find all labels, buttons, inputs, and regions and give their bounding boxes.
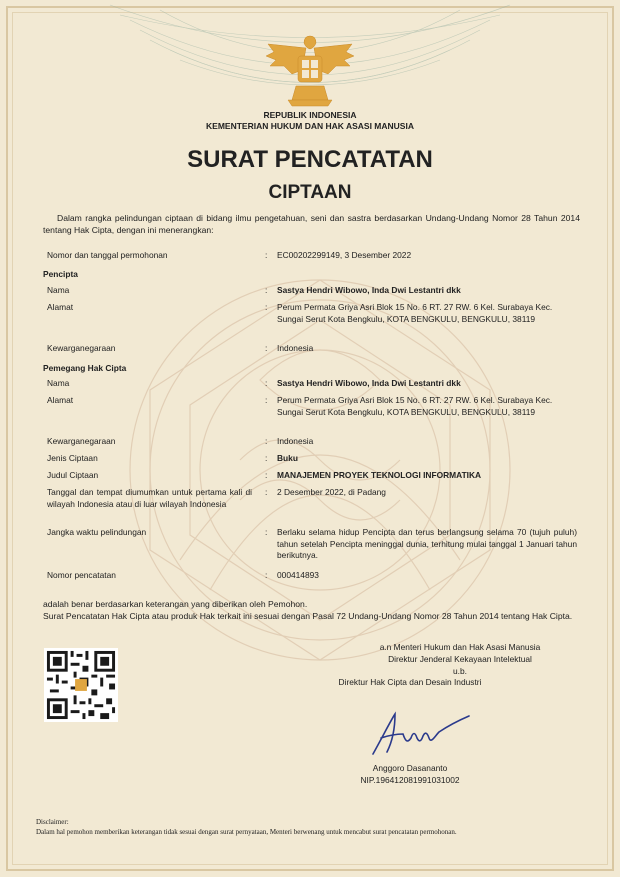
holder-heading: Pemegang Hak Cipta (43, 363, 127, 373)
creator-address: Perum Permata Griya Asri Blok 15 No. 6 RT. 27 RW. 6 Kel. Surabaya Kec. Sungai Serut Kota Bengkulu, KOTA BENGKULU, BENGKULU, 38119 (277, 302, 553, 324)
colon: : (265, 343, 268, 353)
colon: : (265, 378, 268, 388)
holder-nationality-label: Kewarganegaraan (47, 436, 116, 446)
signatory-name: Anggoro Dasananto (372, 763, 448, 773)
colon: : (265, 453, 268, 463)
holder-address: Perum Permata Griya Asri Blok 15 No. 6 RT. 27 RW. 6 Kel. Surabaya Kec. Sungai Serut Kota Bengkulu, KOTA BENGKULU, BENGKULU, 38119 (277, 395, 553, 417)
holder-nationality: Indonesia (277, 436, 314, 446)
work-type: Buku (277, 453, 298, 463)
term-value: Berlaku selama hidup Pencipta dan terus berlangsung selama 70 (tujuh puluh) tahun setelah Pencipta meninggal dunia, terhitung mulai tanggal 1 Januari tahun berikutnya. (277, 527, 577, 560)
signature-line-3: u.b. (453, 666, 467, 676)
colon: : (265, 395, 268, 405)
work-title-label: Judul Ciptaan (47, 470, 99, 480)
ministry-heading: KEMENTERIAN HUKUM DAN HAK ASASI MANUSIA (206, 121, 414, 131)
colon: : (265, 570, 268, 580)
document-subtitle: CIPTAAN (268, 182, 352, 203)
footer-line-1: adalah benar berdasarkan keterangan yang diberikan oleh Pemohon. (43, 599, 308, 609)
work-title: MANAJEMEN PROYEK TEKNOLOGI INFORMATIKA (277, 470, 482, 480)
garuda-emblem-icon (262, 30, 358, 110)
application-value: EC00202299149, 3 Desember 2022 (277, 250, 412, 260)
term-label: Jangka waktu pelindungan (47, 527, 147, 537)
creator-nationality: Indonesia (277, 343, 314, 353)
creator-heading: Pencipta (43, 269, 78, 279)
handwritten-signature (365, 706, 475, 762)
colon: : (265, 436, 268, 446)
record-value: 000414893 (277, 570, 319, 580)
publish-label: Tanggal dan tempat diumumkan untuk pertama kali di wilayah Indonesia atau di luar wilayah Indonesia (47, 487, 252, 509)
signature-line-4: Direktur Hak Cipta dan Desain Industri (338, 677, 482, 687)
colon: : (265, 487, 268, 497)
disclaimer-text: Dalam hal pemohon memberikan keterangan tidak sesuai dengan surat pernyataan, Menteri berwenang untuk mencabut surat pencatatan permohonan. (36, 828, 457, 836)
creator-name-label: Nama (47, 285, 70, 295)
signature-line-1: a.n Menteri Hukum dan Hak Asasi Manusia (379, 642, 541, 652)
colon: : (265, 302, 268, 312)
colon: : (265, 250, 268, 260)
signatory-nip: NIP.196412081991031002 (360, 775, 460, 785)
work-type-label: Jenis Ciptaan (47, 453, 98, 463)
footer-line-2: Surat Pencatatan Hak Cipta atau produk Hak terkait ini sesuai dengan Pasal 72 Undang-Undang Nomor 28 Tahun 2014 tentang Hak Cipta. (43, 611, 573, 621)
holder-name-label: Nama (47, 378, 70, 388)
creator-name: Sastya Hendri Wibowo, Inda Dwi Lestantri dkk (277, 285, 461, 295)
record-label: Nomor pencatatan (47, 570, 116, 580)
country-heading: REPUBLIK INDONESIA (263, 110, 357, 120)
intro-paragraph: Dalam rangka pelindungan ciptaan di bidang ilmu pengetahuan, seni dan sastra berdasarkan Undang-Undang Nomor 28 Tahun 2014 tentang Hak Cipta, dengan ini menerangkan: (43, 213, 580, 235)
holder-address-label: Alamat (47, 395, 74, 405)
creator-address-label: Alamat (47, 302, 74, 312)
holder-name: Sastya Hendri Wibowo, Inda Dwi Lestantri dkk (277, 378, 461, 388)
publish-value: 2 Desember 2022, di Padang (277, 487, 386, 497)
colon: : (265, 285, 268, 295)
document-title: SURAT PENCATATAN (187, 146, 433, 173)
colon: : (265, 470, 268, 480)
disclaimer-heading: Disclaimer: (36, 818, 69, 826)
colon: : (265, 527, 268, 537)
qr-code-icon (44, 648, 118, 722)
application-label: Nomor dan tanggal permohonan (47, 250, 168, 260)
creator-nationality-label: Kewarganegaraan (47, 343, 116, 353)
signature-line-2: Direktur Jenderal Kekayaan Intelektual (388, 654, 532, 664)
